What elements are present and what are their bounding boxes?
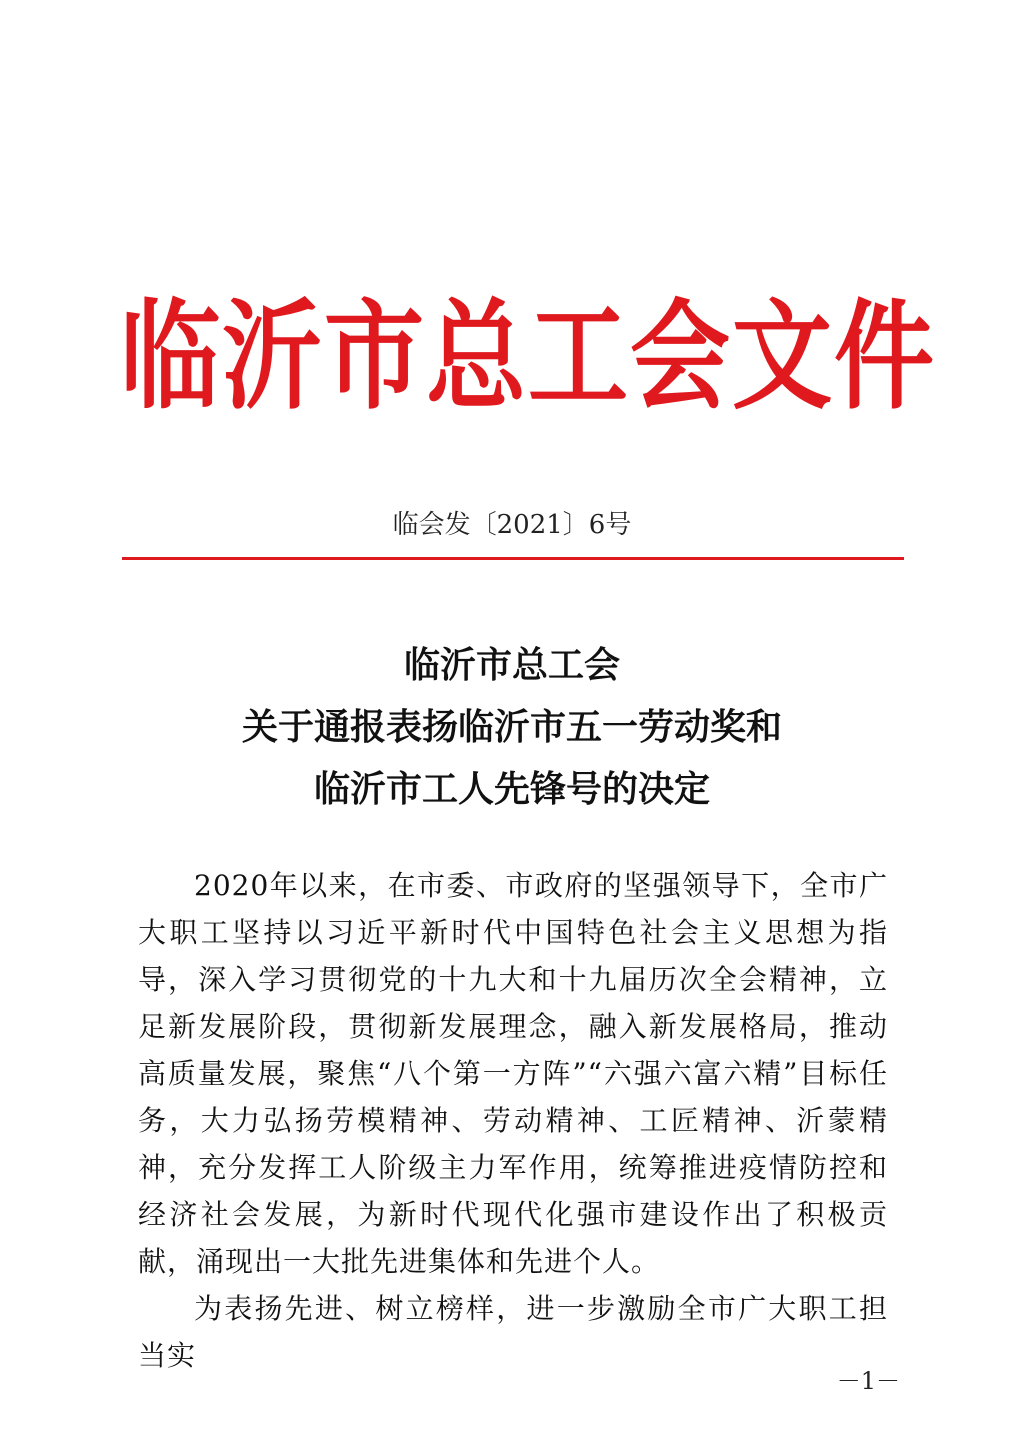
document-body: [138, 862, 888, 1379]
document-masthead: 临沂市总工会文件: [120, 287, 936, 427]
red-divider-line: [122, 557, 904, 560]
title-line-3: 临沂市工人先锋号的决定: [313, 768, 710, 810]
title-line-1: 临沂市总工会: [403, 644, 620, 686]
body-paragraph-1: 2020年以来，在市委、市政府的坚强领导下，全市广大职工坚持以习近平新时代中国特色社会主义思想为指导，深入学习贯彻党的十九大和十九届历次全会精神，立足新发展阶段，贯彻新发展理念，融入新发展格局，推动高质量发展，聚焦“八个第一方阵”“六强六富六精”目标任务，大力弘扬劳模精神、劳动精神、工匠精神、沂蒙精神，充分发挥工人阶级主力军作用，统筹推进疫情防控和经济社会发展，为新时代现代化强市建设作出了积极贡献，涌现出一大批先进集体和先进个人。: [138, 869, 888, 1278]
document-number: 临会发〔2021〕6号: [392, 510, 632, 540]
title-line-2: 关于通报表扬临沂市五一劳动奖和: [241, 706, 782, 748]
page-number: －1－: [836, 1367, 900, 1395]
body-paragraph-2: 为表扬先进、树立榜样，进一步激励全市广大职工担当实: [138, 1292, 888, 1372]
document-title: [120, 634, 904, 820]
